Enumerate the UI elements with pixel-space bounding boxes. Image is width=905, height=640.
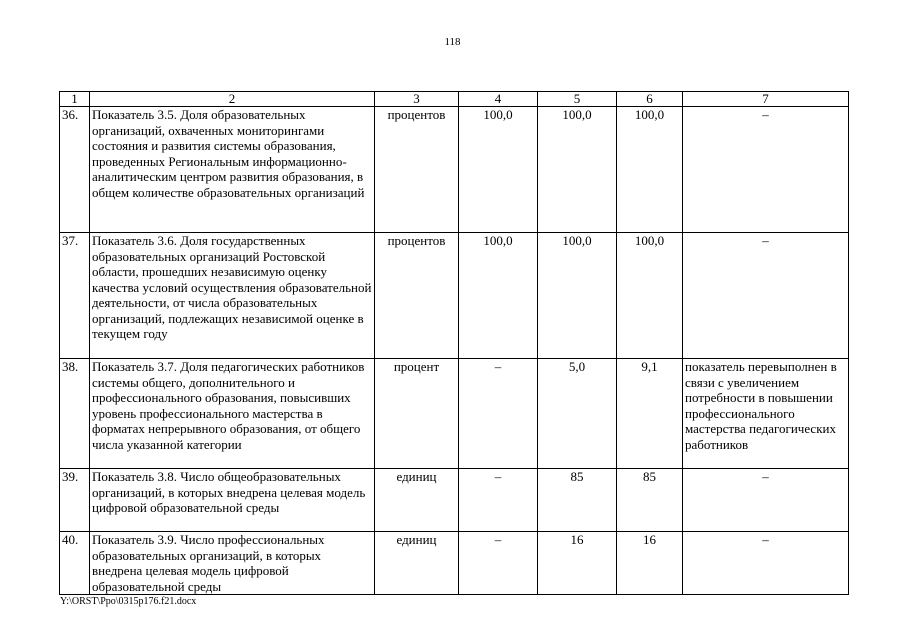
indicator-text: Показатель 3.8. Число общеобразовательных организаций, в которых внедрена целевая модель цифровой образовательной среды xyxy=(90,469,375,532)
unit-cell: процентов xyxy=(375,107,459,233)
header-cell: 3 xyxy=(375,92,459,107)
indicator-text: Показатель 3.5. Доля образовательных организаций, охваченных мониторингами состояния и развития системы образования, проведенных Региональным информационно-аналитическим центром развития образования, в общем количестве образовательных организаций xyxy=(90,107,375,233)
value-col5: 100,0 xyxy=(538,107,617,233)
header-cell: 4 xyxy=(459,92,538,107)
table-row xyxy=(60,107,849,233)
unit-cell: единиц xyxy=(375,469,459,532)
header-cell: 7 xyxy=(683,92,849,107)
table-row xyxy=(60,532,849,595)
value-col6: 100,0 xyxy=(617,233,683,359)
note-cell: – xyxy=(683,107,849,233)
row-number: 39. xyxy=(60,469,90,532)
value-col4: – xyxy=(459,469,538,532)
row-number: 38. xyxy=(60,359,90,469)
file-path-footer: Y:\ORST\Ppo\0315p176.f21.docx xyxy=(60,596,197,607)
indicator-text: Показатель 3.9. Число профессиональных образовательных организаций, в которых внедрена целевая модель цифровой образовательной среды xyxy=(90,532,375,595)
table-row xyxy=(60,359,849,469)
row-number: 37. xyxy=(60,233,90,359)
value-col4: 100,0 xyxy=(459,233,538,359)
indicators-table xyxy=(59,91,849,595)
value-col6: 85 xyxy=(617,469,683,532)
value-col5: 5,0 xyxy=(538,359,617,469)
note-cell: показатель перевыполнен в связи с увеличением потребности в повышении профессионального мастерства педагогических работников xyxy=(683,359,849,469)
header-cell: 2 xyxy=(90,92,375,107)
value-col5: 100,0 xyxy=(538,233,617,359)
page-number: 118 xyxy=(444,36,461,48)
indicator-text: Показатель 3.7. Доля педагогических работников системы общего, дополнительного и профессионального образования, повысивших уровень профессионального мастерства в форматах непрерывного образования, от общего числа указанной категории xyxy=(90,359,375,469)
note-cell: – xyxy=(683,233,849,359)
table-row xyxy=(60,233,849,359)
value-col4: – xyxy=(459,359,538,469)
value-col5: 16 xyxy=(538,532,617,595)
value-col6: 9,1 xyxy=(617,359,683,469)
value-col5: 85 xyxy=(538,469,617,532)
table-header-row xyxy=(60,92,849,107)
unit-cell: процент xyxy=(375,359,459,469)
indicator-text: Показатель 3.6. Доля государственных образовательных организаций Ростовской области, прошедших независимую оценку качества условий осуществления образовательной деятельности, от числа образовательных организаций, подлежащих независимой оценке в текущем году xyxy=(90,233,375,359)
header-cell: 6 xyxy=(617,92,683,107)
value-col4: 100,0 xyxy=(459,107,538,233)
header-cell: 1 xyxy=(60,92,90,107)
header-cell: 5 xyxy=(538,92,617,107)
value-col6: 100,0 xyxy=(617,107,683,233)
unit-cell: процентов xyxy=(375,233,459,359)
row-number: 36. xyxy=(60,107,90,233)
unit-cell: единиц xyxy=(375,532,459,595)
note-cell: – xyxy=(683,532,849,595)
note-cell: – xyxy=(683,469,849,532)
value-col6: 16 xyxy=(617,532,683,595)
row-number: 40. xyxy=(60,532,90,595)
value-col4: – xyxy=(459,532,538,595)
table-row xyxy=(60,469,849,532)
